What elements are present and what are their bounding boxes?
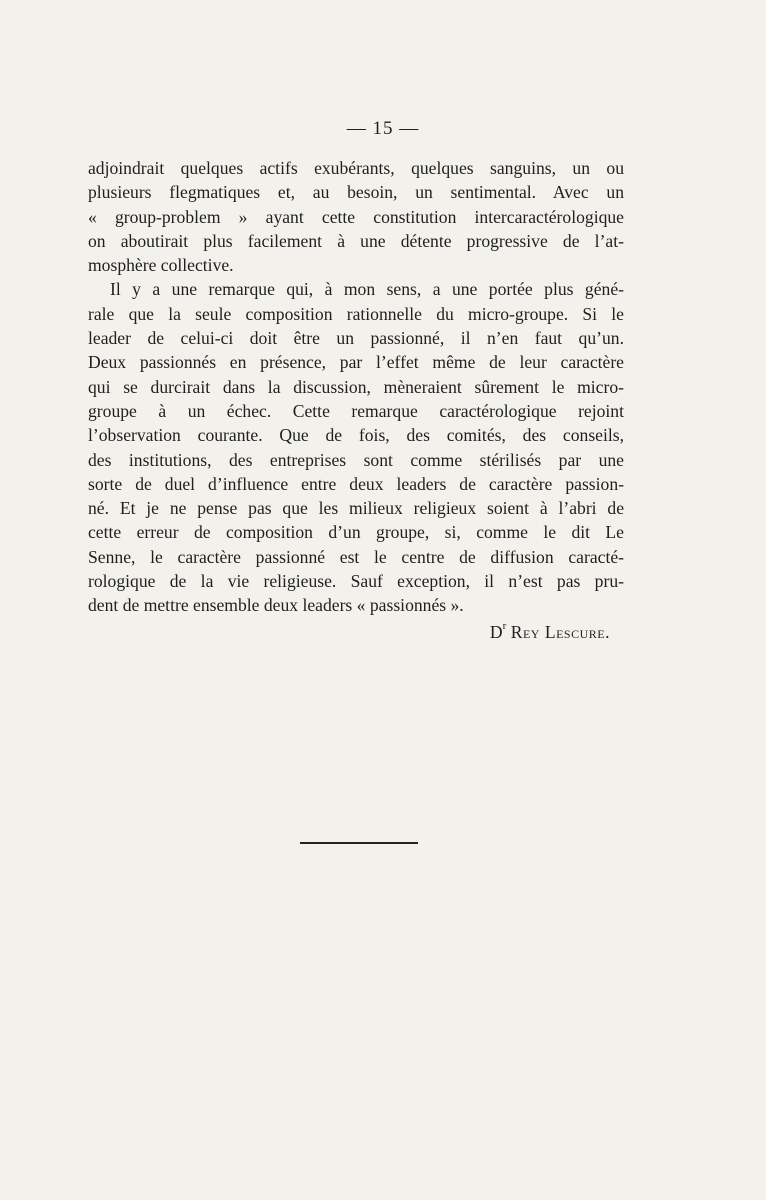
text-line: plusieurs flegmatiques et, au besoin, un sentimental. Avec un bbox=[88, 182, 624, 203]
author-signature bbox=[490, 622, 610, 643]
text-line: Senne, le caractère passionné est le centre de diffusion caracté- bbox=[88, 546, 624, 567]
text-line: leader de celui-ci doit être un passionné, il n’en faut qu’un. bbox=[88, 328, 624, 349]
paragraph-1 bbox=[88, 156, 624, 277]
section-divider-rule bbox=[300, 842, 418, 844]
signature-name: Rey Lescure. bbox=[510, 622, 610, 642]
text-line: groupe à un échec. Cette remarque caractérologique rejoint bbox=[88, 400, 624, 421]
text-line: des institutions, des entreprises sont comme stérilisés par une bbox=[88, 449, 624, 470]
signature-title-superscript: r bbox=[502, 620, 507, 632]
text-line: l’observation courante. Que de fois, des comités, des conseils, bbox=[88, 425, 624, 446]
text-line: adjoindrait quelques actifs exubérants, quelques sanguins, un ou bbox=[88, 158, 624, 178]
text-line: on aboutirait plus facilement à une détente progressive de l’at- bbox=[88, 230, 624, 251]
body-text bbox=[88, 156, 624, 618]
text-line: cette erreur de composition d’un groupe, si, comme le dit Le bbox=[88, 522, 624, 543]
text-line: « group-problem » ayant cette constitution intercaractérologique bbox=[88, 206, 624, 227]
signature-title: D bbox=[489, 622, 503, 642]
text-line: rologique de la vie religieuse. Sauf exception, il n’est pas pru- bbox=[88, 571, 624, 592]
text-line: Deux passionnés en présence, par l’effet même de leur caractère bbox=[88, 352, 624, 373]
page-number: — 15 — bbox=[346, 118, 420, 139]
text-line: qui se durcirait dans la discussion, mèneraient sûrement le micro- bbox=[88, 376, 624, 397]
text-line: mosphère collective. bbox=[88, 255, 234, 276]
text-line: Il y a une remarque qui, à mon sens, a une portée plus géné- bbox=[110, 279, 624, 300]
text-line: sorte de duel d’influence entre deux leaders de caractère passion- bbox=[88, 473, 624, 494]
paragraph-2 bbox=[88, 277, 624, 617]
text-line: dent de mettre ensemble deux leaders « passionnés ». bbox=[88, 595, 464, 616]
text-line: né. Et je ne pense pas que les milieux religieux soient à l’abri de bbox=[88, 498, 624, 519]
text-line: rale que la seule composition rationnelle du micro-groupe. Si le bbox=[88, 303, 624, 324]
